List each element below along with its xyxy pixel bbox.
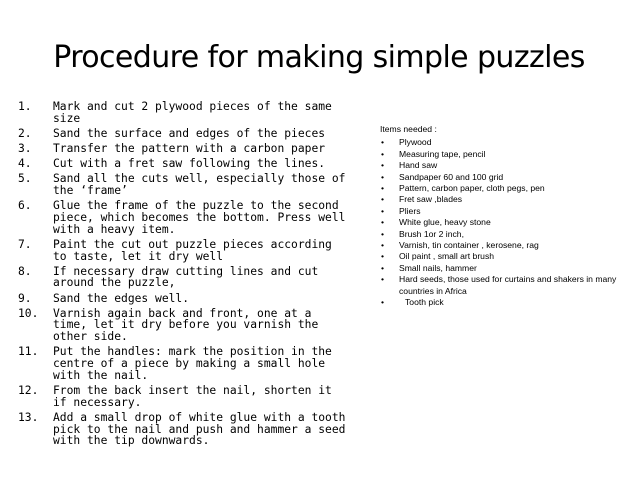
bullet-icon: • [381, 251, 385, 262]
item-text: White glue, heavy stone [399, 217, 491, 228]
step-text: From the back insert the nail, shorten it if necessary. [53, 384, 332, 409]
step-text: Put the handles: mark the position in the centre of a piece by making a small hole with the nail. [53, 345, 332, 382]
step-number: 3. [18, 141, 32, 155]
page-title: Procedure for making simple puzzles [53, 40, 585, 75]
item-text: Plywood [399, 137, 432, 148]
item-text: Hand saw [399, 160, 438, 171]
step-number: 4. [18, 157, 32, 171]
items-needed-item [380, 172, 625, 183]
step-text: Transfer the pattern with a carbon paper [53, 141, 326, 155]
procedure-step [18, 128, 348, 140]
items-needed-panel [380, 124, 625, 309]
step-number: 1. [18, 100, 32, 113]
bullet-icon: • [381, 171, 385, 182]
item-text: Oil paint , small art brush [399, 251, 495, 262]
items-needed-item [380, 137, 625, 148]
bullet-icon: • [381, 274, 385, 285]
procedure-step [18, 239, 348, 263]
items-needed-item [380, 160, 625, 171]
step-text: Add a small drop of white glue with a tooth pick to the nail and push and hammer a seed with the tip downwards. [53, 410, 346, 448]
procedure-step [18, 266, 348, 290]
step-text: Sand the edges well. [53, 291, 190, 305]
bullet-icon: • [381, 183, 385, 194]
items-needed-item [380, 229, 625, 240]
items-needed-list [380, 137, 625, 308]
bullet-icon: • [381, 297, 385, 308]
step-number: 11. [18, 345, 39, 359]
item-text: Sandpaper 60 and 100 grid [399, 171, 504, 182]
item-text: Pliers [399, 205, 421, 216]
step-number: 2. [18, 126, 32, 140]
bullet-icon: • [381, 240, 385, 251]
procedure-step [18, 385, 348, 409]
bullet-icon: • [381, 137, 385, 148]
items-needed-item [380, 274, 625, 297]
bullet-icon: • [381, 228, 385, 239]
bullet-icon: • [381, 217, 385, 228]
item-text: Hard seeds, those used for curtains and shakers in many countries in Africa [399, 274, 617, 296]
item-text: Small nails, hammer [399, 262, 477, 273]
bullet-icon: • [381, 160, 385, 171]
step-number: 12. [18, 384, 39, 397]
item-text: Pattern, carbon paper, cloth pegs, pen [399, 183, 545, 194]
procedure-step [18, 412, 348, 447]
items-needed-item [380, 240, 625, 251]
procedure-step [18, 101, 348, 125]
procedure-step [18, 158, 348, 170]
items-needed-item [380, 263, 625, 274]
procedure-step [18, 200, 348, 235]
items-needed-item [380, 183, 625, 194]
items-needed-item [380, 149, 625, 160]
step-text: If necessary draw cutting lines and cut around the puzzle, [53, 264, 319, 290]
items-needed-item [380, 297, 625, 308]
step-number: 8. [18, 264, 32, 278]
step-text: Paint the cut out puzzle pieces according to taste, let it dry well [53, 237, 332, 263]
items-needed-item [380, 194, 625, 205]
procedure-step [18, 173, 348, 197]
step-number: 6. [18, 199, 32, 213]
item-text: Measuring tape, pencil [399, 148, 486, 159]
step-text: Mark and cut 2 plywood pieces of the same size [53, 100, 332, 125]
step-number: 7. [18, 237, 32, 251]
procedure-step [18, 308, 348, 343]
item-text: Fret saw ,blades [399, 194, 463, 205]
items-needed-item [380, 206, 625, 217]
procedure-step [18, 143, 348, 155]
bullet-icon: • [381, 148, 385, 159]
procedure-steps-list [18, 101, 348, 451]
procedure-step [18, 293, 348, 305]
step-text: Glue the frame of the puzzle to the second piece, which becomes the bottom. Press well with a heavy item. [53, 199, 346, 236]
bullet-icon: • [381, 205, 385, 216]
item-text: Tooth pick [405, 297, 444, 308]
items-needed-item [380, 217, 625, 228]
step-text: Cut with a fret saw following the lines. [53, 157, 326, 171]
bullet-icon: • [381, 262, 385, 273]
step-text: Varnish again back and front, one at a time, let it dry before you varnish the other side. [53, 306, 319, 344]
items-needed-item [380, 251, 625, 262]
items-needed-heading: Items needed : [380, 124, 437, 134]
item-text: Varnish, tin container , kerosene, rag [399, 240, 539, 251]
step-number: 9. [18, 291, 32, 305]
step-text: Sand all the cuts well, especially those of the ‘frame’ [53, 172, 346, 197]
item-text: Brush 1or 2 inch, [399, 228, 464, 239]
bullet-icon: • [381, 194, 385, 205]
procedure-step [18, 346, 348, 381]
step-text: Sand the surface and edges of the pieces [53, 126, 326, 140]
step-number: 5. [18, 172, 32, 186]
step-number: 13. [18, 410, 39, 424]
step-number: 10. [18, 306, 39, 320]
